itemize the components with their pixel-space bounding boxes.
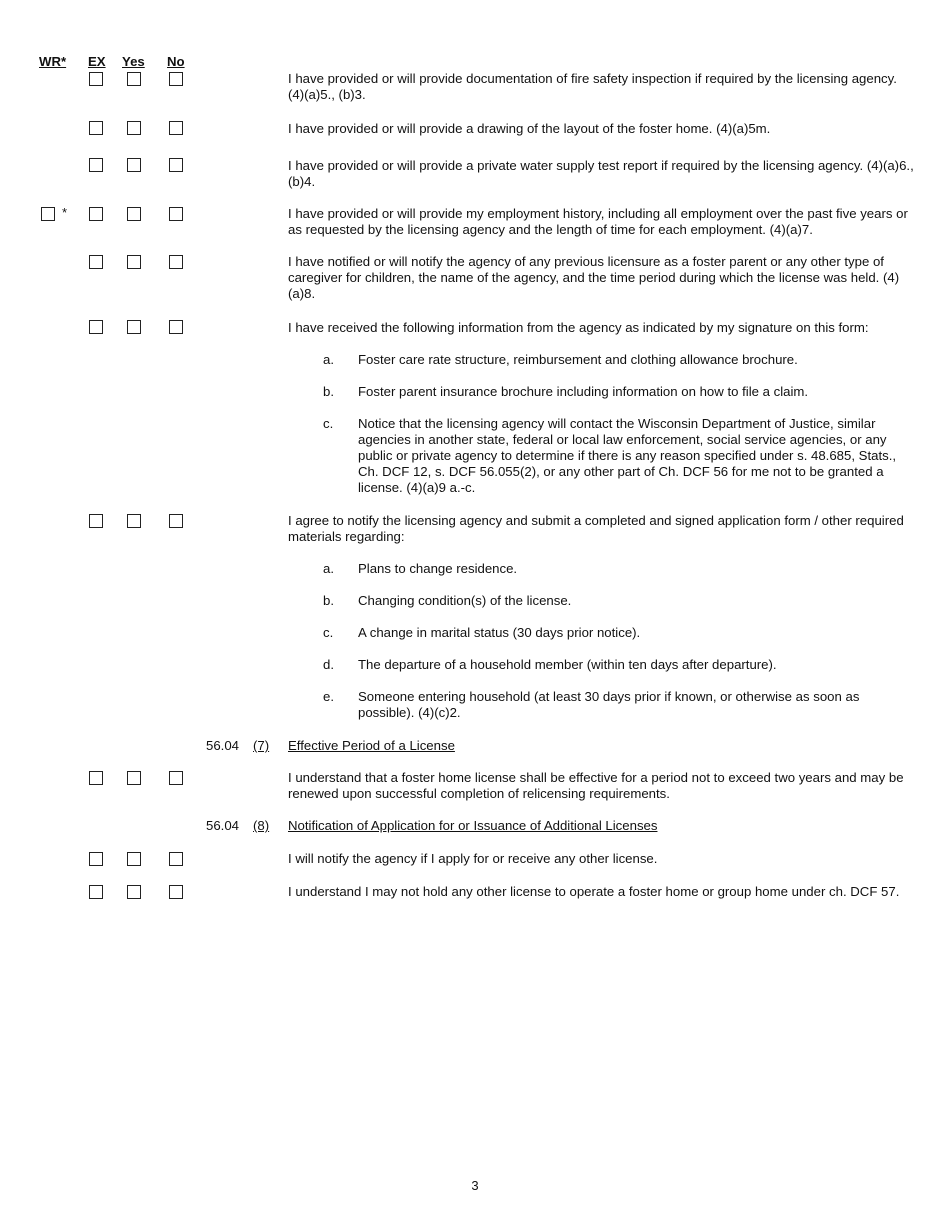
statement-fire-safety: I have provided or will provide documentation of fire safety inspection if required by the licensing agency. (4)(a)5., (b)3. bbox=[288, 71, 897, 102]
statement-agree-to-notify: I agree to notify the licensing agency and submit a completed and signed application form / other required materials regarding: bbox=[288, 513, 904, 544]
header-no: No bbox=[167, 54, 185, 69]
checkbox-no[interactable] bbox=[169, 514, 183, 528]
checkbox-yes[interactable] bbox=[127, 255, 141, 269]
checkbox-no[interactable] bbox=[169, 121, 183, 135]
checkbox-yes[interactable] bbox=[127, 158, 141, 172]
checkbox-no[interactable] bbox=[169, 255, 183, 269]
statement-water-supply: I have provided or will provide a private water supply test report if required by the licensing agency. (4)(a)6., (b)4. bbox=[288, 158, 914, 189]
section-title: Notification of Application for or Issuance of Additional Licenses bbox=[288, 818, 658, 833]
checkbox-yes[interactable] bbox=[127, 72, 141, 86]
section-subsection: (7) bbox=[253, 738, 270, 753]
list-item-text: Foster parent insurance brochure including information on how to file a claim. bbox=[358, 384, 809, 399]
list-item-letter: c. bbox=[323, 416, 334, 431]
checkbox-yes[interactable] bbox=[127, 514, 141, 528]
section-title: Effective Period of a License bbox=[288, 738, 455, 753]
list-item-letter: a. bbox=[323, 561, 334, 576]
list-item-text: The departure of a household member (within ten days after departure). bbox=[358, 657, 777, 672]
checkbox-no[interactable] bbox=[169, 320, 183, 334]
section-number: 56.04 bbox=[206, 738, 240, 753]
checkbox-no[interactable] bbox=[169, 852, 183, 866]
list-item-letter: b. bbox=[323, 593, 334, 608]
checkbox-ex[interactable] bbox=[89, 72, 103, 86]
list-item-text: Plans to change residence. bbox=[358, 561, 518, 576]
statement-effective-period: I understand that a foster home license shall be effective for a period not to exceed two years and may be renewed upon successful completion of relicensing requirements. bbox=[288, 770, 904, 801]
checkbox-no[interactable] bbox=[169, 72, 183, 86]
checkbox-ex[interactable] bbox=[89, 255, 103, 269]
checkbox-ex[interactable] bbox=[89, 514, 103, 528]
wr-asterisk: * bbox=[62, 205, 68, 220]
header-yes: Yes bbox=[122, 54, 145, 69]
checkbox-yes[interactable] bbox=[127, 121, 141, 135]
header-wr: WR* bbox=[39, 54, 67, 69]
checkbox-ex[interactable] bbox=[89, 158, 103, 172]
checkbox-wr[interactable] bbox=[41, 207, 55, 221]
list-item-text: Someone entering household (at least 30 days prior if known, or otherwise as soon as possible). (4)(c)2. bbox=[358, 689, 860, 720]
statement-no-other-license: I understand I may not hold any other license to operate a foster home or group home under ch. DCF 57. bbox=[288, 884, 900, 899]
list-item-letter: c. bbox=[323, 625, 334, 640]
list-item-text: A change in marital status (30 days prior notice). bbox=[358, 625, 641, 640]
statement-previous-licensure: I have notified or will notify the agency of any previous licensure as a foster parent or any other type of caregiver for children, the name of the agency, and the time period during which the license was held. (4)(a)8. bbox=[288, 254, 900, 301]
statement-notify-other-license: I will notify the agency if I apply for or receive any other license. bbox=[288, 851, 658, 866]
statement-received-information: I have received the following information from the agency as indicated by my signature on this form: bbox=[288, 320, 869, 335]
section-subsection: (8) bbox=[253, 818, 270, 833]
checkbox-ex[interactable] bbox=[89, 207, 103, 221]
checkbox-no[interactable] bbox=[169, 885, 183, 899]
checkbox-ex[interactable] bbox=[89, 771, 103, 785]
checkbox-ex[interactable] bbox=[89, 885, 103, 899]
statement-layout-drawing: I have provided or will provide a drawing of the layout of the foster home. (4)(a)5m. bbox=[288, 121, 771, 136]
checkbox-ex[interactable] bbox=[89, 320, 103, 334]
checkbox-no[interactable] bbox=[169, 158, 183, 172]
list-item-text: Notice that the licensing agency will contact the Wisconsin Department of Justice, similar agencies in another state, federal or local law enforcement, social service agencies, or any public or private agency to determine if there is any reason specified under s. 48.685, Stats., Ch. DCF 12, s. DCF 56.055(2), or any other part of Ch. DCF 56 for me not to be granted a license. (4)(a)9 a.-c. bbox=[358, 416, 897, 495]
list-item-text: Foster care rate structure, reimbursement and clothing allowance brochure. bbox=[358, 352, 798, 367]
section-number: 56.04 bbox=[206, 818, 240, 833]
list-item-letter: a. bbox=[323, 352, 334, 367]
page-number: 3 bbox=[471, 1178, 479, 1193]
checkbox-yes[interactable] bbox=[127, 885, 141, 899]
list-item-letter: e. bbox=[323, 689, 334, 704]
header-ex: EX bbox=[88, 54, 106, 69]
checkbox-ex[interactable] bbox=[89, 121, 103, 135]
checkbox-yes[interactable] bbox=[127, 207, 141, 221]
statement-employment-history: I have provided or will provide my employment history, including all employment over the past five years or as requested by the licensing agency and the length of time for each employment. (4)(a)7. bbox=[288, 206, 908, 237]
list-item-letter: b. bbox=[323, 384, 334, 399]
checkbox-yes[interactable] bbox=[127, 320, 141, 334]
checkbox-no[interactable] bbox=[169, 207, 183, 221]
checkbox-ex[interactable] bbox=[89, 852, 103, 866]
list-item-text: Changing condition(s) of the license. bbox=[358, 593, 572, 608]
checkbox-yes[interactable] bbox=[127, 852, 141, 866]
list-item-letter: d. bbox=[323, 657, 334, 672]
checkbox-no[interactable] bbox=[169, 771, 183, 785]
checkbox-yes[interactable] bbox=[127, 771, 141, 785]
